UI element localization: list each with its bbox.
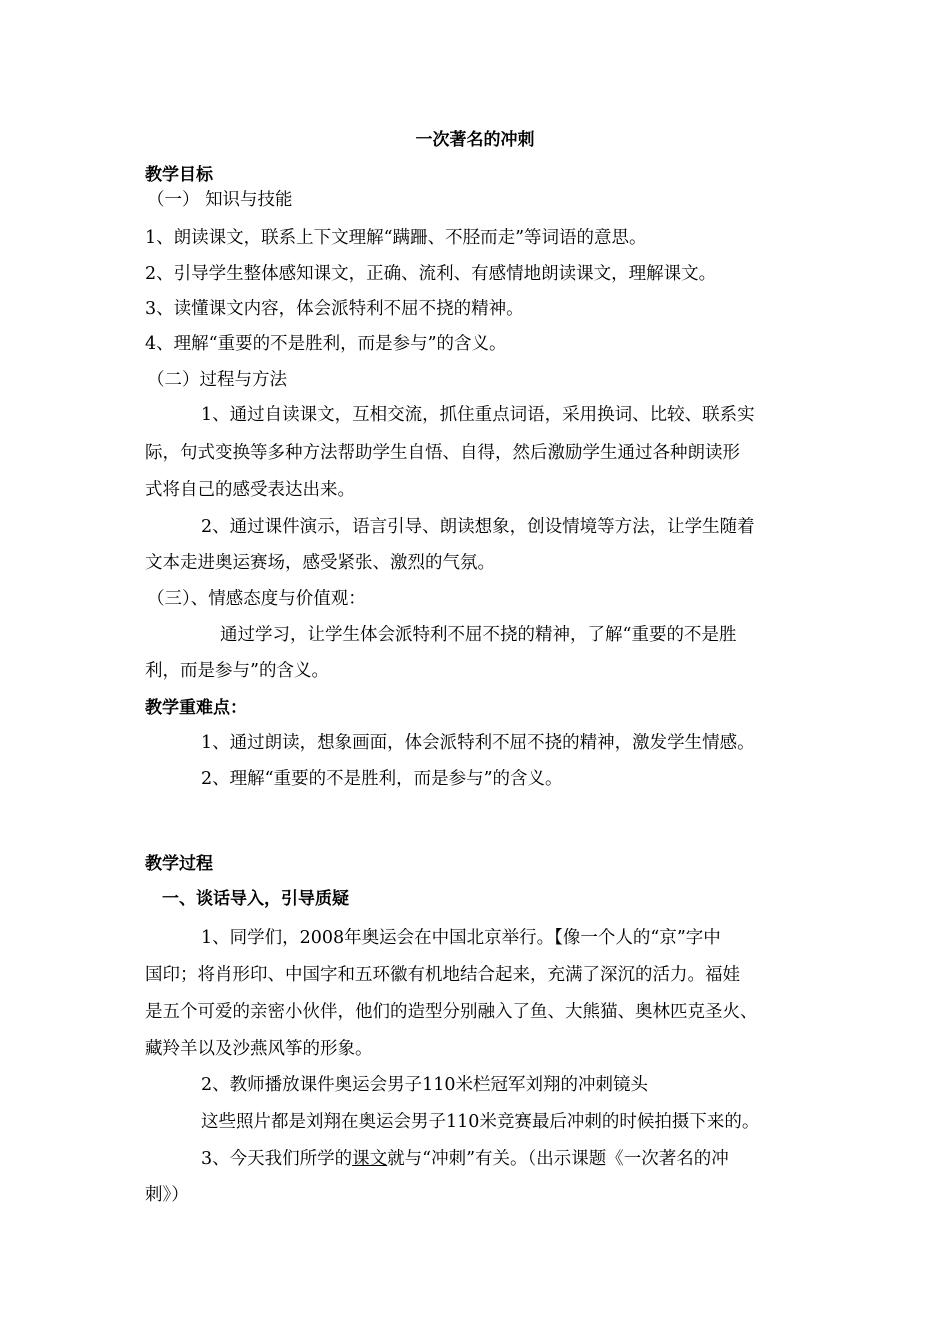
- goal-1-item: 1、朗读课文，联系上下文理解“蹒跚、不胫而走”等词语的意思。: [145, 228, 647, 248]
- process-paragraph-line: 2、教师播放课件奥运会男子110米栏冠军刘翔的冲刺镜头: [201, 1075, 649, 1095]
- process-paragraph-line: 这些照片都是刘翔在奥运会男子110米竞赛最后冲刺的时候拍摄下来的。: [201, 1112, 760, 1132]
- document-title: 一次著名的冲刺: [415, 130, 535, 150]
- section-heading-key-points: 教学重难点：: [145, 698, 247, 718]
- goal-1-item: 4、理解“重要的不是胜利，而是参与”的含义。: [145, 334, 507, 354]
- process-paragraph-line: 国印；将肖形印、中国字和五环徽有机地结合起来，充满了深沉的活力。福娃: [145, 965, 740, 985]
- key-point-item: 1、通过朗读，想象画面，体会派特利不屈不挠的精神，激发学生情感。: [201, 733, 755, 753]
- goal-2-paragraph-1-line: 1、通过自读课文，互相交流，抓住重点词语，采用换词、比较、联系实: [201, 405, 755, 425]
- goal-3-line: 利，而是参与”的含义。: [145, 661, 329, 681]
- process-step-heading: 一、谈话导入，引导质疑: [162, 889, 349, 909]
- process-paragraph-line: 刺》）: [145, 1185, 189, 1205]
- goal-1-item: 3、读懂课文内容，体会派特利不屈不挠的精神。: [145, 299, 524, 319]
- goal-3-heading: （三）、情感态度与价值观：: [147, 589, 366, 609]
- goal-1-heading: （一） 知识与技能: [147, 190, 293, 210]
- goal-2-paragraph-1-line: 际，句式变换等多种方法帮助学生自悟、自得，然后激励学生通过各种朗读形: [145, 443, 740, 463]
- section-heading-process: 教学过程: [145, 854, 213, 874]
- key-point-item: 2、理解“重要的不是胜利，而是参与”的含义。: [201, 769, 563, 789]
- process-text: 就与“冲刺”有关。（出示课题《一次著名的冲: [387, 1149, 729, 1169]
- section-heading-goals: 教学目标: [145, 165, 213, 185]
- goal-2-heading: （二）过程与方法: [147, 370, 287, 390]
- goal-2-paragraph-1-line: 式将自己的感受表达出来。: [145, 480, 355, 500]
- process-text: 3、今天我们所学的: [201, 1149, 353, 1169]
- text-link[interactable]: 课文: [352, 1149, 388, 1169]
- process-paragraph-line: 是五个可爱的亲密小伙伴，他们的造型分别融入了鱼、大熊猫、奥林匹克圣火、: [145, 1002, 758, 1022]
- goal-3-line: 通过学习，让学生体会派特利不屈不挠的精神，了解“重要的不是胜: [220, 625, 737, 645]
- goal-2-paragraph-2-line: 文本走进奥运赛场，感受紧张、激烈的气氛。: [145, 553, 495, 573]
- process-paragraph-line: 藏羚羊以及沙燕风筝的形象。: [145, 1039, 373, 1059]
- goal-1-item: 2、引导学生整体感知课文，正确、流利、有感情地朗读课文，理解课文。: [145, 264, 717, 284]
- process-paragraph-line: [201, 1147, 871, 1171]
- process-paragraph-line: 1、同学们，2008年奥运会在中国北京举行。【像一个人的“京”字中: [201, 928, 721, 948]
- goal-2-paragraph-2-line: 2、通过课件演示，语言引导、朗读想象，创设情境等方法，让学生随着: [201, 517, 755, 537]
